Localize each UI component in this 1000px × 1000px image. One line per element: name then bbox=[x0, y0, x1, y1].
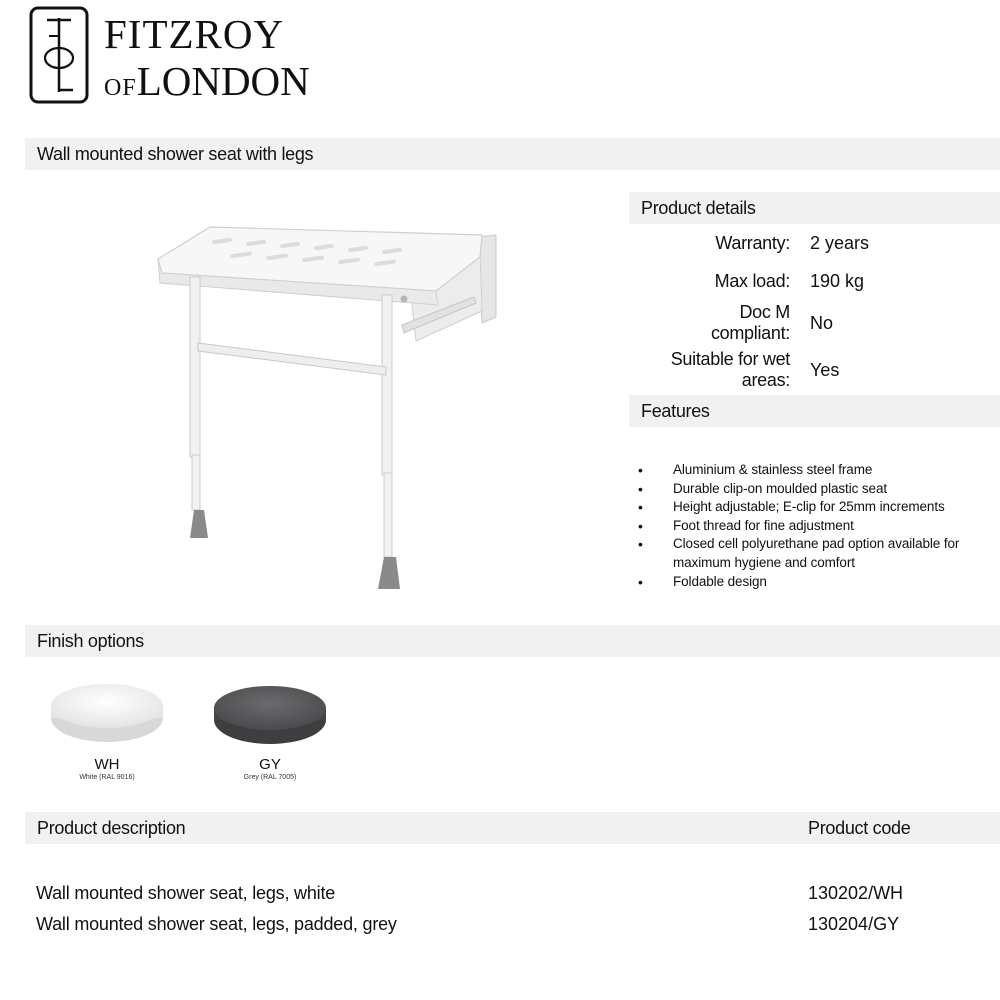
features-bar bbox=[629, 395, 1000, 427]
product-row-description: Wall mounted shower seat, legs, white bbox=[36, 883, 336, 903]
product-description-heading: Product description bbox=[37, 818, 186, 838]
brand-of: OF bbox=[104, 75, 137, 101]
brand-name-line2 bbox=[104, 58, 310, 104]
product-title: Wall mounted shower seat with legs bbox=[37, 144, 314, 164]
finish-options-heading: Finish options bbox=[37, 631, 144, 651]
detail-label: Warranty: bbox=[715, 233, 790, 253]
brand-name-line1: FITZROY bbox=[104, 11, 285, 57]
product-code-heading: Product code bbox=[808, 818, 911, 838]
feature-item: • Durable clip-on moulded plastic seat bbox=[636, 480, 1000, 499]
detail-label: Max load: bbox=[714, 271, 790, 291]
features-heading: Features bbox=[641, 401, 710, 421]
finish-name: White (RAL 9016) bbox=[79, 774, 135, 781]
finish-options-bar bbox=[25, 625, 1000, 657]
product-description-bar bbox=[25, 812, 1000, 844]
product-row-code: 130204/GY bbox=[808, 914, 900, 934]
brand-london: LONDON bbox=[136, 58, 310, 104]
product-details-heading: Product details bbox=[641, 198, 756, 218]
finish-code: WH bbox=[94, 756, 120, 773]
product-row-description: Wall mounted shower seat, legs, padded, grey bbox=[36, 914, 397, 934]
detail-value: Yes bbox=[810, 360, 840, 380]
feature-item: • Foldable design bbox=[636, 573, 1000, 592]
brand-wordmark bbox=[104, 11, 310, 104]
brand-monogram-logo bbox=[29, 6, 89, 104]
finish-swatch-white bbox=[37, 680, 177, 782]
finish-name: Grey (RAL 7005) bbox=[243, 774, 297, 781]
detail-label: Suitable for wet areas: bbox=[670, 349, 790, 390]
detail-value: 2 years bbox=[810, 233, 870, 253]
feature-item: • Aluminium & stainless steel frame bbox=[636, 461, 1000, 480]
title-bar bbox=[25, 138, 1000, 170]
detail-value: 190 kg bbox=[810, 271, 865, 291]
detail-value: No bbox=[810, 313, 834, 333]
finish-swatch-grey bbox=[200, 680, 340, 782]
product-row-code: 130202/WH bbox=[808, 883, 904, 903]
feature-item: • Height adjustable; E-clip for 25mm increments bbox=[636, 498, 1000, 517]
feature-item: • Foot thread for fine adjustment bbox=[636, 517, 1000, 536]
white-swatch-disc bbox=[37, 680, 177, 746]
shower-seat-image bbox=[150, 215, 510, 600]
feature-item: • Closed cell polyurethane pad option available for maximum hygiene and comfort bbox=[636, 535, 973, 572]
product-details-bar bbox=[629, 192, 1000, 224]
grey-swatch-disc bbox=[200, 680, 340, 746]
features-list bbox=[636, 461, 1000, 591]
finish-code: GY bbox=[259, 756, 281, 773]
detail-label: Doc M compliant: bbox=[710, 302, 790, 343]
